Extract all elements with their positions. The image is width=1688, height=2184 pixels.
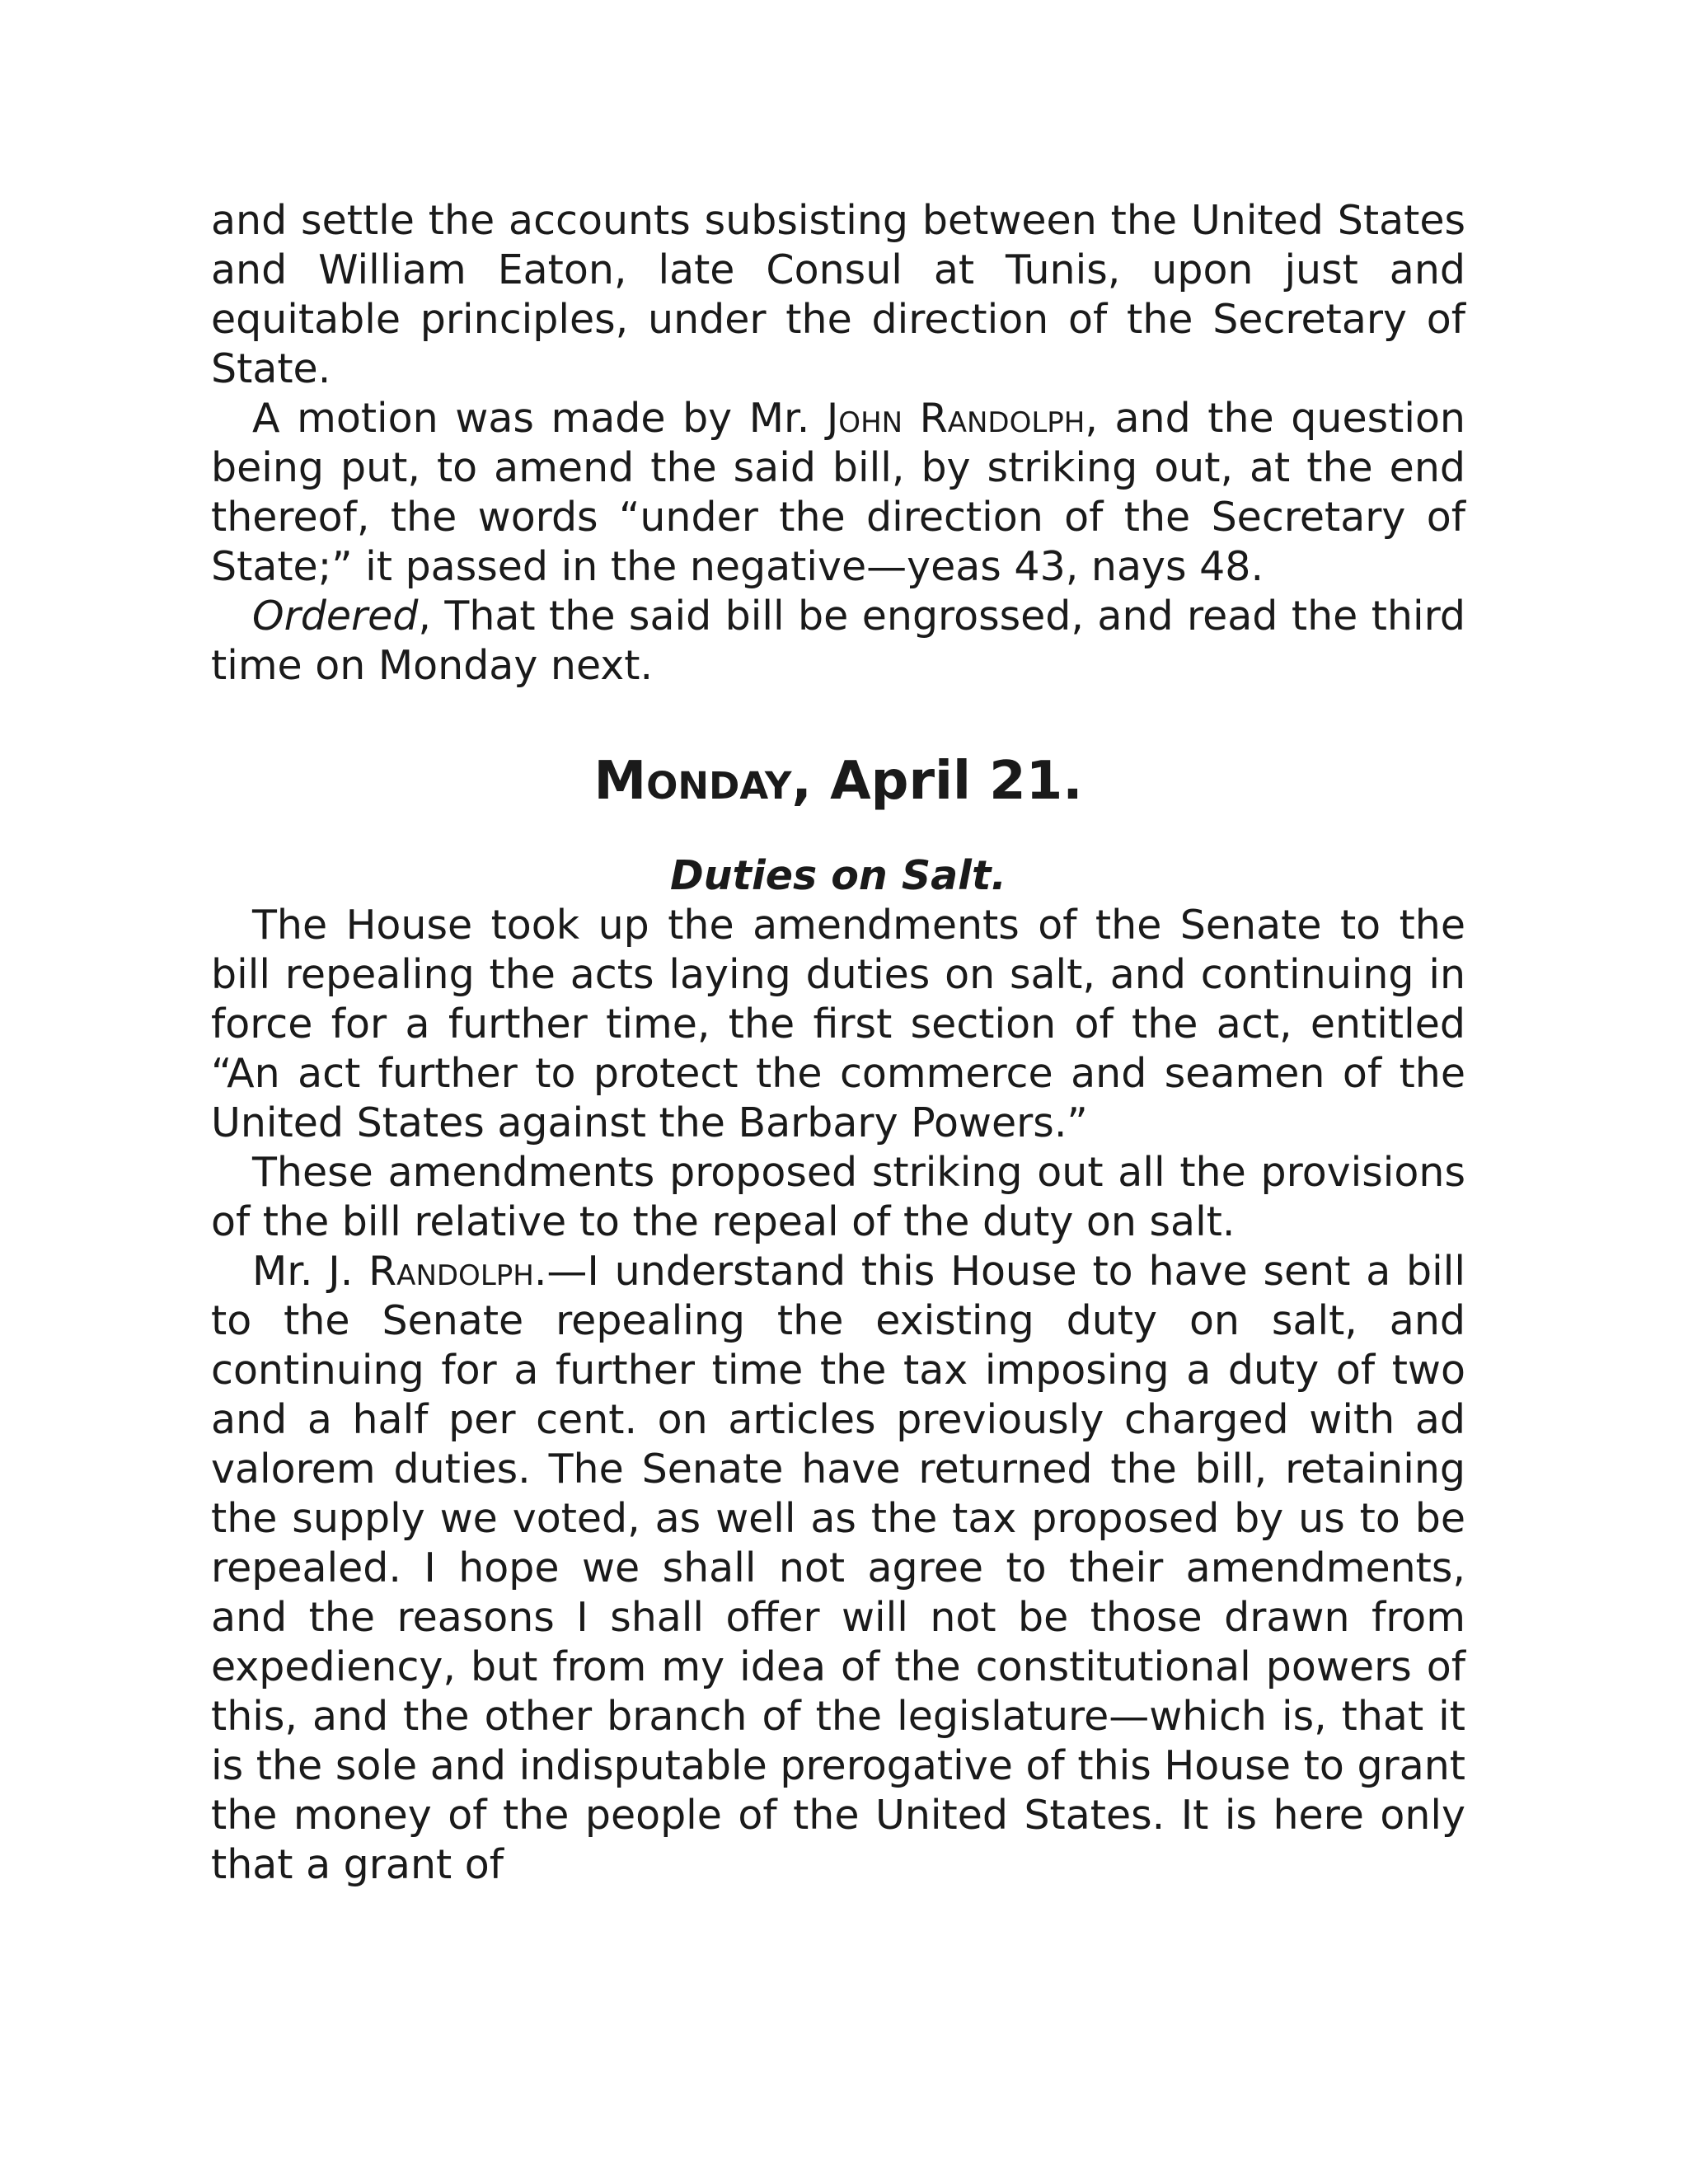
date-heading-date: , April 21. bbox=[791, 751, 1083, 812]
paragraph-motion bbox=[211, 394, 1465, 592]
paragraph-house-amendments: The House took up the amendments of the Senate to the bill repealing the acts laying duties on salt, and continuing in force for a further time, the first section of the act, entitled “An act further to protect the commerce and seamen of the United States against the Barbary Powers.” bbox=[211, 902, 1465, 1146]
speech-prefix: Mr. J. bbox=[252, 1248, 369, 1295]
motion-text-before: A motion was made by Mr. bbox=[252, 395, 827, 442]
speech-speaker-name: Randolph bbox=[368, 1248, 534, 1295]
ordered-label: Ordered bbox=[252, 593, 419, 640]
document-page bbox=[211, 196, 1465, 1890]
paragraph-amendments-proposed: These amendments proposed striking out all the provisions of the bill relative to the repeal of the duty on salt. bbox=[211, 1149, 1465, 1245]
motion-text-after: , and the question being put, to amend the said bill, by striking out, at the end thereof, the words “under the direction of the Secretary of State;” it passed in the negative—yeas 43, nays 48. bbox=[211, 395, 1465, 590]
speaker-name: John Randolph bbox=[826, 395, 1085, 442]
paragraph-ordered bbox=[211, 592, 1465, 691]
section-heading: Duties on Salt. bbox=[669, 852, 1007, 899]
date-heading bbox=[211, 748, 1465, 814]
speech-text: .—I understand this House to have sent a bill to the Senate repealing the existing duty on salt, and continuing for a further time the tax imposing a duty of two and a half per cent. on articles previously charged with ad valorem duties. The Senate have returned the bill, retaining the supply we voted, as well as the tax proposed by us to be repealed. I hope we shall not agree to their amendments, and the reasons I shall offer will not be those drawn from expediency, but from my idea of the constitutional powers of this, and the other branch of the legislature—which is, that it is the sole and indisputable prerogative of this House to grant the money of the people of the United States. It is here only that a grant of bbox=[211, 1248, 1465, 1888]
ordered-text: , That the said bill be engrossed, and read the third time on Monday next. bbox=[211, 593, 1465, 689]
paragraph-randolph-speech bbox=[211, 1247, 1465, 1890]
paragraph-continuation: and settle the accounts subsisting between the United States and William Eaton, late Consul at Tunis, upon just and equitable principles, under the direction of the Secretary of State. bbox=[211, 197, 1465, 392]
date-heading-day: Monday bbox=[593, 751, 792, 812]
